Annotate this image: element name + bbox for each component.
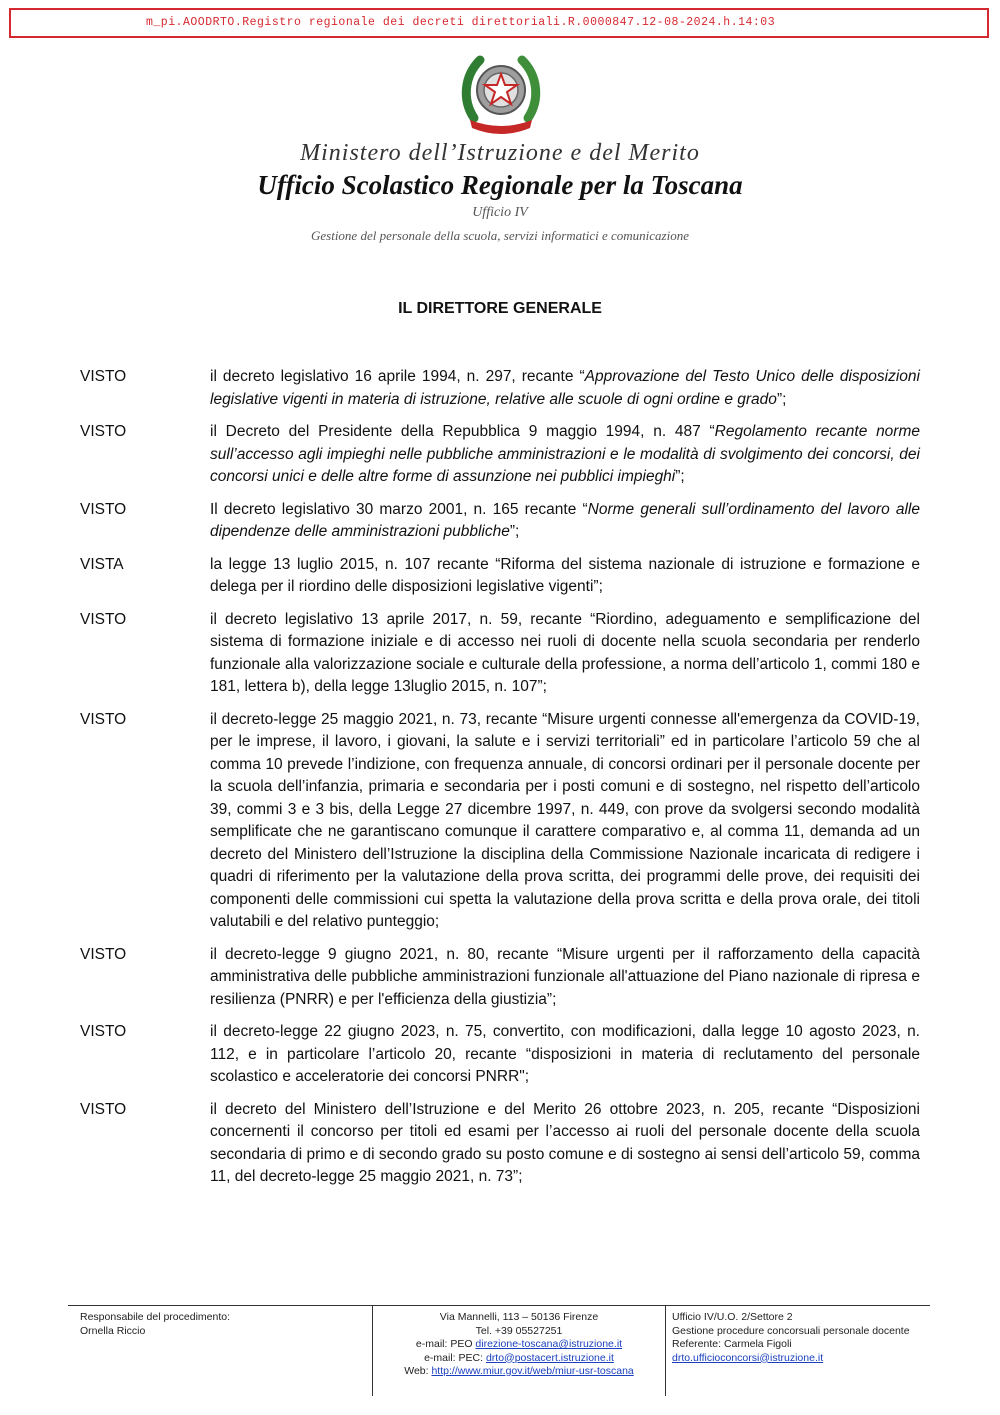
clauses-list xyxy=(80,366,920,1199)
clause-text: il decreto-legge 22 giugno 2023, n. 75, convertito, con modificazioni, dalla legge 10 agosto 2023, n. 112, e in particolare l’articolo 20, recante “disposizioni in materia di reclutamento del personale scolastico e acceleratorie dei concorsi PNRR"; xyxy=(210,1023,920,1085)
clause-item xyxy=(80,554,920,599)
responsible-label: Responsabile del procedimento: xyxy=(80,1311,231,1323)
clause-item xyxy=(80,709,920,934)
clause-keyword: VISTA xyxy=(80,555,124,573)
footer-contacts xyxy=(373,1306,666,1396)
office-unit: Ufficio IV/U.O. 2/Settore 2 xyxy=(672,1311,793,1323)
regional-office-name: Ufficio Scolastico Regionale per la Toscana xyxy=(257,170,743,200)
clause-keyword: VISTO xyxy=(80,610,127,628)
clause-keyword: VISTO xyxy=(80,1100,127,1118)
department-name: Gestione del personale della scuola, servizi informatici e comunicazione xyxy=(310,228,689,243)
clause-item xyxy=(80,944,920,1012)
responsible-name: Ornella Riccio xyxy=(80,1324,146,1337)
office-description: Gestione procedure concorsuali personale docente xyxy=(672,1324,910,1337)
clause-text: la legge 13 luglio 2015, n. 107 recante “Riforma del sistema nazionale di istruzione e formazione e delega per il riordino delle disposizioni legislative vigenti”; xyxy=(210,555,920,595)
clause-text: il decreto-legge 9 giugno 2021, n. 80, recante “Misure urgenti per il rafforzamento della capacità amministrativa delle pubbliche amministrazioni funzionale all'attuazione del Piano nazionale di ripresa e resilienza (PNRR) e per l'efficienza della giustizia”; xyxy=(210,945,920,1008)
pec-email-link[interactable]: drto@postacert.istruzione.it xyxy=(485,1351,614,1364)
peo-label: e-mail: PEO xyxy=(415,1338,476,1350)
clause-keyword: VISTO xyxy=(80,368,127,385)
clause-text: il decreto del Ministero dell’Istruzione e del Merito 26 ottobre 2023, n. 205, recante “Disposizioni concernenti il concorso per titoli ed esami per l’accesso ai ruoli del personale docente della scuola secondaria di primo e di secondo grado su posto comune e di sostegno ai sensi dell’articolo 59, comma 11, del decreto-legge 25 maggio 2021, n. 73”; xyxy=(210,1100,920,1185)
clause-item xyxy=(80,1021,920,1089)
clause-item xyxy=(80,366,920,411)
document-title: IL DIRETTORE GENERALE xyxy=(398,300,602,317)
clause-text: il decreto legislativo 16 aprile 1994, n. 297, recante “Approvazione del Testo Unico delle disposizioni legislative vigenti in materia di istruzione, relative alle scuole di ogni ordine e grado”; xyxy=(210,368,920,408)
page-footer xyxy=(68,1305,930,1396)
clause-item xyxy=(80,609,920,699)
web-label: Web: xyxy=(404,1365,432,1377)
ministry-name: Ministero dell’Istruzione e del Merito xyxy=(300,140,700,166)
clause-text: Il decreto legislativo 30 marzo 2001, n. 165 recante “Norme generali sull’ordinamento del lavoro alle dipendenze delle amministrazioni pubbliche”; xyxy=(210,500,920,540)
clause-text: il decreto-legge 25 maggio 2021, n. 73, recante “Misure urgenti connesse all'emergenza da COVID-19, per le imprese, il lavoro, i giovani, la salute e i servizi territoriali” ed in particolare l’articolo 59 che al comma 10 prevede l’indizione, con frequenza annuale, di concorsi ordinari per il personale docente per la scuola dell’infanzia, primaria e secondaria per i posti comuni e di sostegno, nel rispetto dell’articolo 39, commi 3 e 3 bis, della Legge 27 dicembre 1997, n. 449, con prove da svolgersi secondo modalità semplificate che ne garantiscano comunque il carattere comparativo e, al comma 11, demanda ad un decreto del Ministero dell’Istruzione la disciplina della Commissione Nazionale incaricata di redigere i quadri di riferimento per la valutazione della prova scritta, dei programmi delle prove, dei requisiti dei componenti delle commissioni cui spetta la valutazione della prova scritta e della prova orale, dei titoli valutabili e del relativo punteggio; xyxy=(210,710,920,930)
office-email-link[interactable]: drto.ufficioconcorsi@istruzione.it xyxy=(672,1351,824,1364)
clause-keyword: VISTO xyxy=(80,1023,127,1040)
pec-label: e-mail: PEC: xyxy=(424,1351,486,1364)
office-address: Via Mannelli, 113 – 50136 Firenze xyxy=(439,1311,599,1323)
clause-keyword: VISTO xyxy=(80,500,127,518)
italian-republic-emblem-icon xyxy=(460,48,542,138)
clause-keyword: VISTO xyxy=(80,423,127,440)
protocol-stamp: m_pi.AOODRTO.Registro regionale dei decreti direttoriali.R.0000847.12-08-2024.h.14:03 xyxy=(9,8,989,38)
clause-item xyxy=(80,499,920,544)
clause-text: il Decreto del Presidente della Repubblica 9 maggio 1994, n. 487 “Regolamento recante norme sull’accesso agli impieghi nelle pubbliche amministrazioni e le modalità di svolgimento dei concorsi, dei concorsi unici e delle altre forme di assunzione nei pubblici impieghi”; xyxy=(210,423,920,485)
footer-office-info xyxy=(666,1306,930,1396)
clause-keyword: VISTO xyxy=(80,945,127,963)
clause-item xyxy=(80,1099,920,1189)
footer-responsible xyxy=(68,1306,373,1396)
clause-item xyxy=(80,421,920,489)
office-name: Ufficio IV xyxy=(472,205,528,220)
referent-name: Referente: Carmela Figoli xyxy=(672,1338,792,1350)
clause-text: il decreto legislativo 13 aprile 2017, n. 59, recante “Riordino, adeguamento e semplificazione del sistema di formazione iniziale e di accesso nei ruoli di docente nella scuola secondaria per renderlo funzionale alla valorizzazione sociale e culturale della professione, a norma dell’articolo 1, commi 180 e 181, lettera b), della legge 13luglio 2015, n. 107”; xyxy=(210,610,920,695)
office-phone: Tel. +39 05527251 xyxy=(475,1324,563,1337)
clause-keyword: VISTO xyxy=(80,710,127,728)
website-link[interactable]: http://www.miur.gov.it/web/miur-usr-toscana xyxy=(431,1365,634,1377)
peo-email-link[interactable]: direzione-toscana@istruzione.it xyxy=(475,1338,623,1350)
